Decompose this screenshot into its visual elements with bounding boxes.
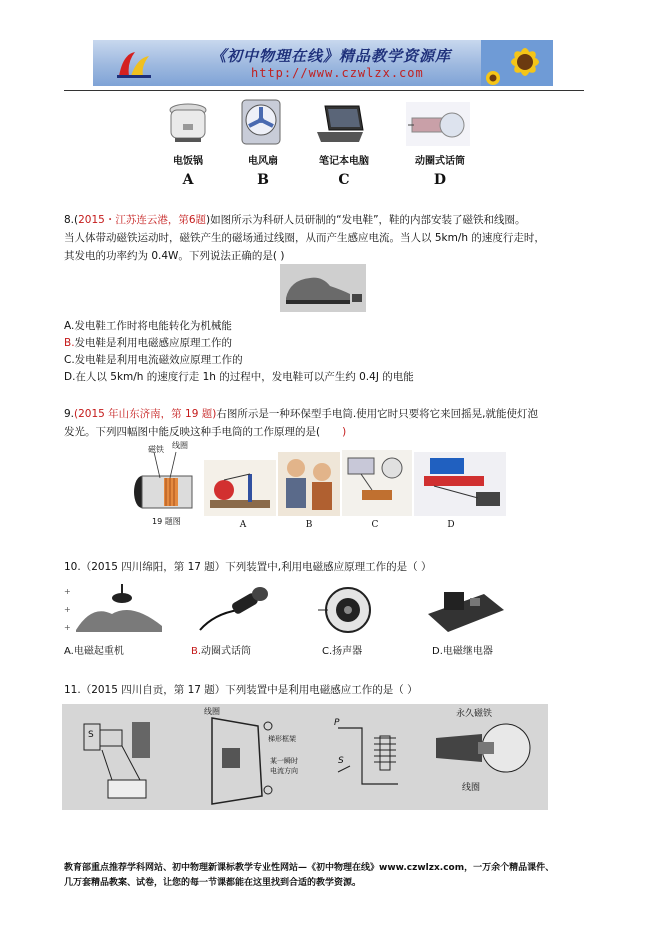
q11-label-s-magnet: S — [88, 730, 94, 740]
site-title: 《初中物理在线》精品教学资源库 — [211, 47, 452, 65]
q11-circuits-icon — [62, 704, 548, 810]
q7-figure-a — [163, 100, 213, 146]
site-logo-icon — [115, 48, 153, 80]
q9-letter-a: A — [239, 520, 247, 530]
q7-label-b: 电风扇 — [248, 156, 278, 167]
sunflower-icon — [481, 40, 553, 86]
q8-line-3: 其发电的功率约为 0.4W。下列说法正确的是( ) — [64, 250, 285, 262]
q9-figure-c — [342, 450, 412, 516]
q9-letter-d: D — [447, 520, 455, 530]
q9-figure-d — [414, 452, 506, 516]
svg-text:+: + — [64, 623, 71, 632]
svg-text:+: + — [64, 587, 71, 596]
q11-label-moment: 某一瞬时 — [270, 757, 298, 765]
galvanometer-coil-icon — [342, 450, 412, 516]
electromagnetic-relay-icon — [424, 584, 508, 636]
q8-option-c: C.发电鞋是利用电流磁效应原理工作的 — [64, 354, 243, 366]
q10-question: 10.（2015 四川绵阳，第 17 题）下列装置中,利用电磁感应原理工作的是（ ） — [64, 561, 432, 573]
q10-caption-d: D.电磁继电器 — [432, 646, 493, 657]
q10-caption-c: C.扬声器 — [322, 646, 363, 657]
q10-figure-a — [62, 584, 166, 636]
electric-fan-icon — [238, 98, 284, 148]
q9-flashlight-figure — [130, 441, 202, 526]
q9-fig-caption: 19 题图 — [152, 517, 181, 526]
q9-label-magnet: 磁铁 — [148, 445, 164, 454]
q11-label-trapezoid: 梯形框架 — [268, 735, 296, 743]
q8-line-1: 8.(2015・江苏连云港，第6题)如图所示为科研人员研制的“发电鞋”，鞋的内部安装了磁铁和线圈。 — [64, 214, 526, 226]
footer-line-2: 几万套精品教案、试卷，让您的每一节课都能在这里找到合适的教学资源。 — [64, 878, 362, 888]
q10-figure-b — [194, 584, 274, 636]
q7-label-c: 笔记本电脑 — [319, 156, 369, 167]
q7-label-a: 电饭锅 — [173, 156, 203, 167]
q7-letter-c: C — [338, 172, 350, 188]
q9-figure-b — [278, 452, 340, 516]
q7-letter-b: B — [257, 172, 269, 188]
q8-option-d: D.在人以 5km/h 的速度行走 1h 的过程中，发电鞋可以产生约 0.4J 的电能 — [64, 371, 414, 383]
q8-option-b: B.发电鞋是利用电磁感应原理工作的 — [64, 337, 233, 349]
header-divider — [64, 90, 584, 91]
q11-figure-panel — [62, 704, 548, 810]
q9-figure-a — [204, 460, 276, 516]
q11-label-s: S — [338, 756, 344, 766]
motor-apparatus-icon — [204, 460, 276, 516]
q9-question — [64, 405, 594, 441]
microphone-icon — [194, 584, 274, 636]
flashlight-icon — [130, 444, 202, 514]
q9-source: (2015 年山东济南，第 19 题) — [74, 408, 217, 420]
footer-line-1: 教育部重点推荐学科网站、初中物理新课标教学专业性网站—《初中物理在线》www.czwlzx.com，一万余个精品课件、 — [64, 863, 555, 873]
people-experiment-icon — [278, 452, 340, 516]
q7-letter-a: A — [182, 172, 194, 188]
dynamic-microphone-icon — [406, 102, 470, 146]
electromagnetic-crane-icon — [62, 584, 166, 636]
q7-figure-b — [238, 98, 284, 148]
power-shoe-icon — [280, 264, 366, 312]
q7-label-d: 动圈式话筒 — [415, 156, 465, 167]
page-footer — [64, 861, 604, 891]
q9-line-1: 9.(2015 年山东济南，第 19 题)右图所示是一种环保型手电筒.使用它时只要将它来回摇晃,就能使灯泡 — [64, 408, 539, 420]
q11-question: 11.（2015 四川自贡，第 17 题）下列装置中是利用电磁感应工作的是（ ） — [64, 684, 418, 696]
q11-label-p: P — [334, 718, 340, 728]
q9-letter-b: B — [305, 520, 313, 530]
q8-source: 2015・江苏连云港，第6题 — [78, 214, 207, 226]
q9-letter-c: C — [371, 520, 379, 530]
q11-label-current: 电流方向 — [270, 767, 298, 775]
q10-caption-a: A.电磁起重机 — [64, 646, 124, 657]
q11-label-coil-1: 线圈 — [204, 707, 220, 716]
q9-label-coil: 线圈 — [172, 441, 188, 450]
speaker-icon — [314, 584, 374, 636]
rice-cooker-icon — [163, 100, 213, 146]
q11-label-permanent-magnet: 永久磁铁 — [456, 709, 493, 719]
q8-option-a: A.发电鞋工作时将电能转化为机械能 — [64, 320, 232, 332]
q8-line-2: 当人体带动磁铁运动时，磁铁产生的磁场通过线圈，从而产生感应电流。当人以 5km/h 的速度行走时， — [64, 232, 545, 244]
q8-shoe-figure — [280, 264, 366, 312]
circuit-magnet-icon — [414, 452, 506, 516]
laptop-icon — [315, 104, 367, 144]
q10-figure-c — [314, 584, 374, 636]
q8-question — [64, 211, 594, 265]
q7-figure-c — [315, 104, 367, 144]
q7-letter-d: D — [433, 172, 447, 188]
svg-text:+: + — [64, 605, 71, 614]
q9-line-2: 发光。下列四幅图中能反映这种手电筒的工作原理的是( ) — [64, 426, 347, 438]
q11-label-coil-2: 线圈 — [462, 783, 481, 793]
site-url[interactable]: http://www.czwlzx.com — [251, 66, 424, 80]
header-banner — [93, 40, 553, 86]
q10-figure-d — [424, 584, 508, 636]
q10-caption-b: B.动圈式话筒 — [191, 646, 252, 657]
q7-figure-d — [406, 102, 470, 146]
